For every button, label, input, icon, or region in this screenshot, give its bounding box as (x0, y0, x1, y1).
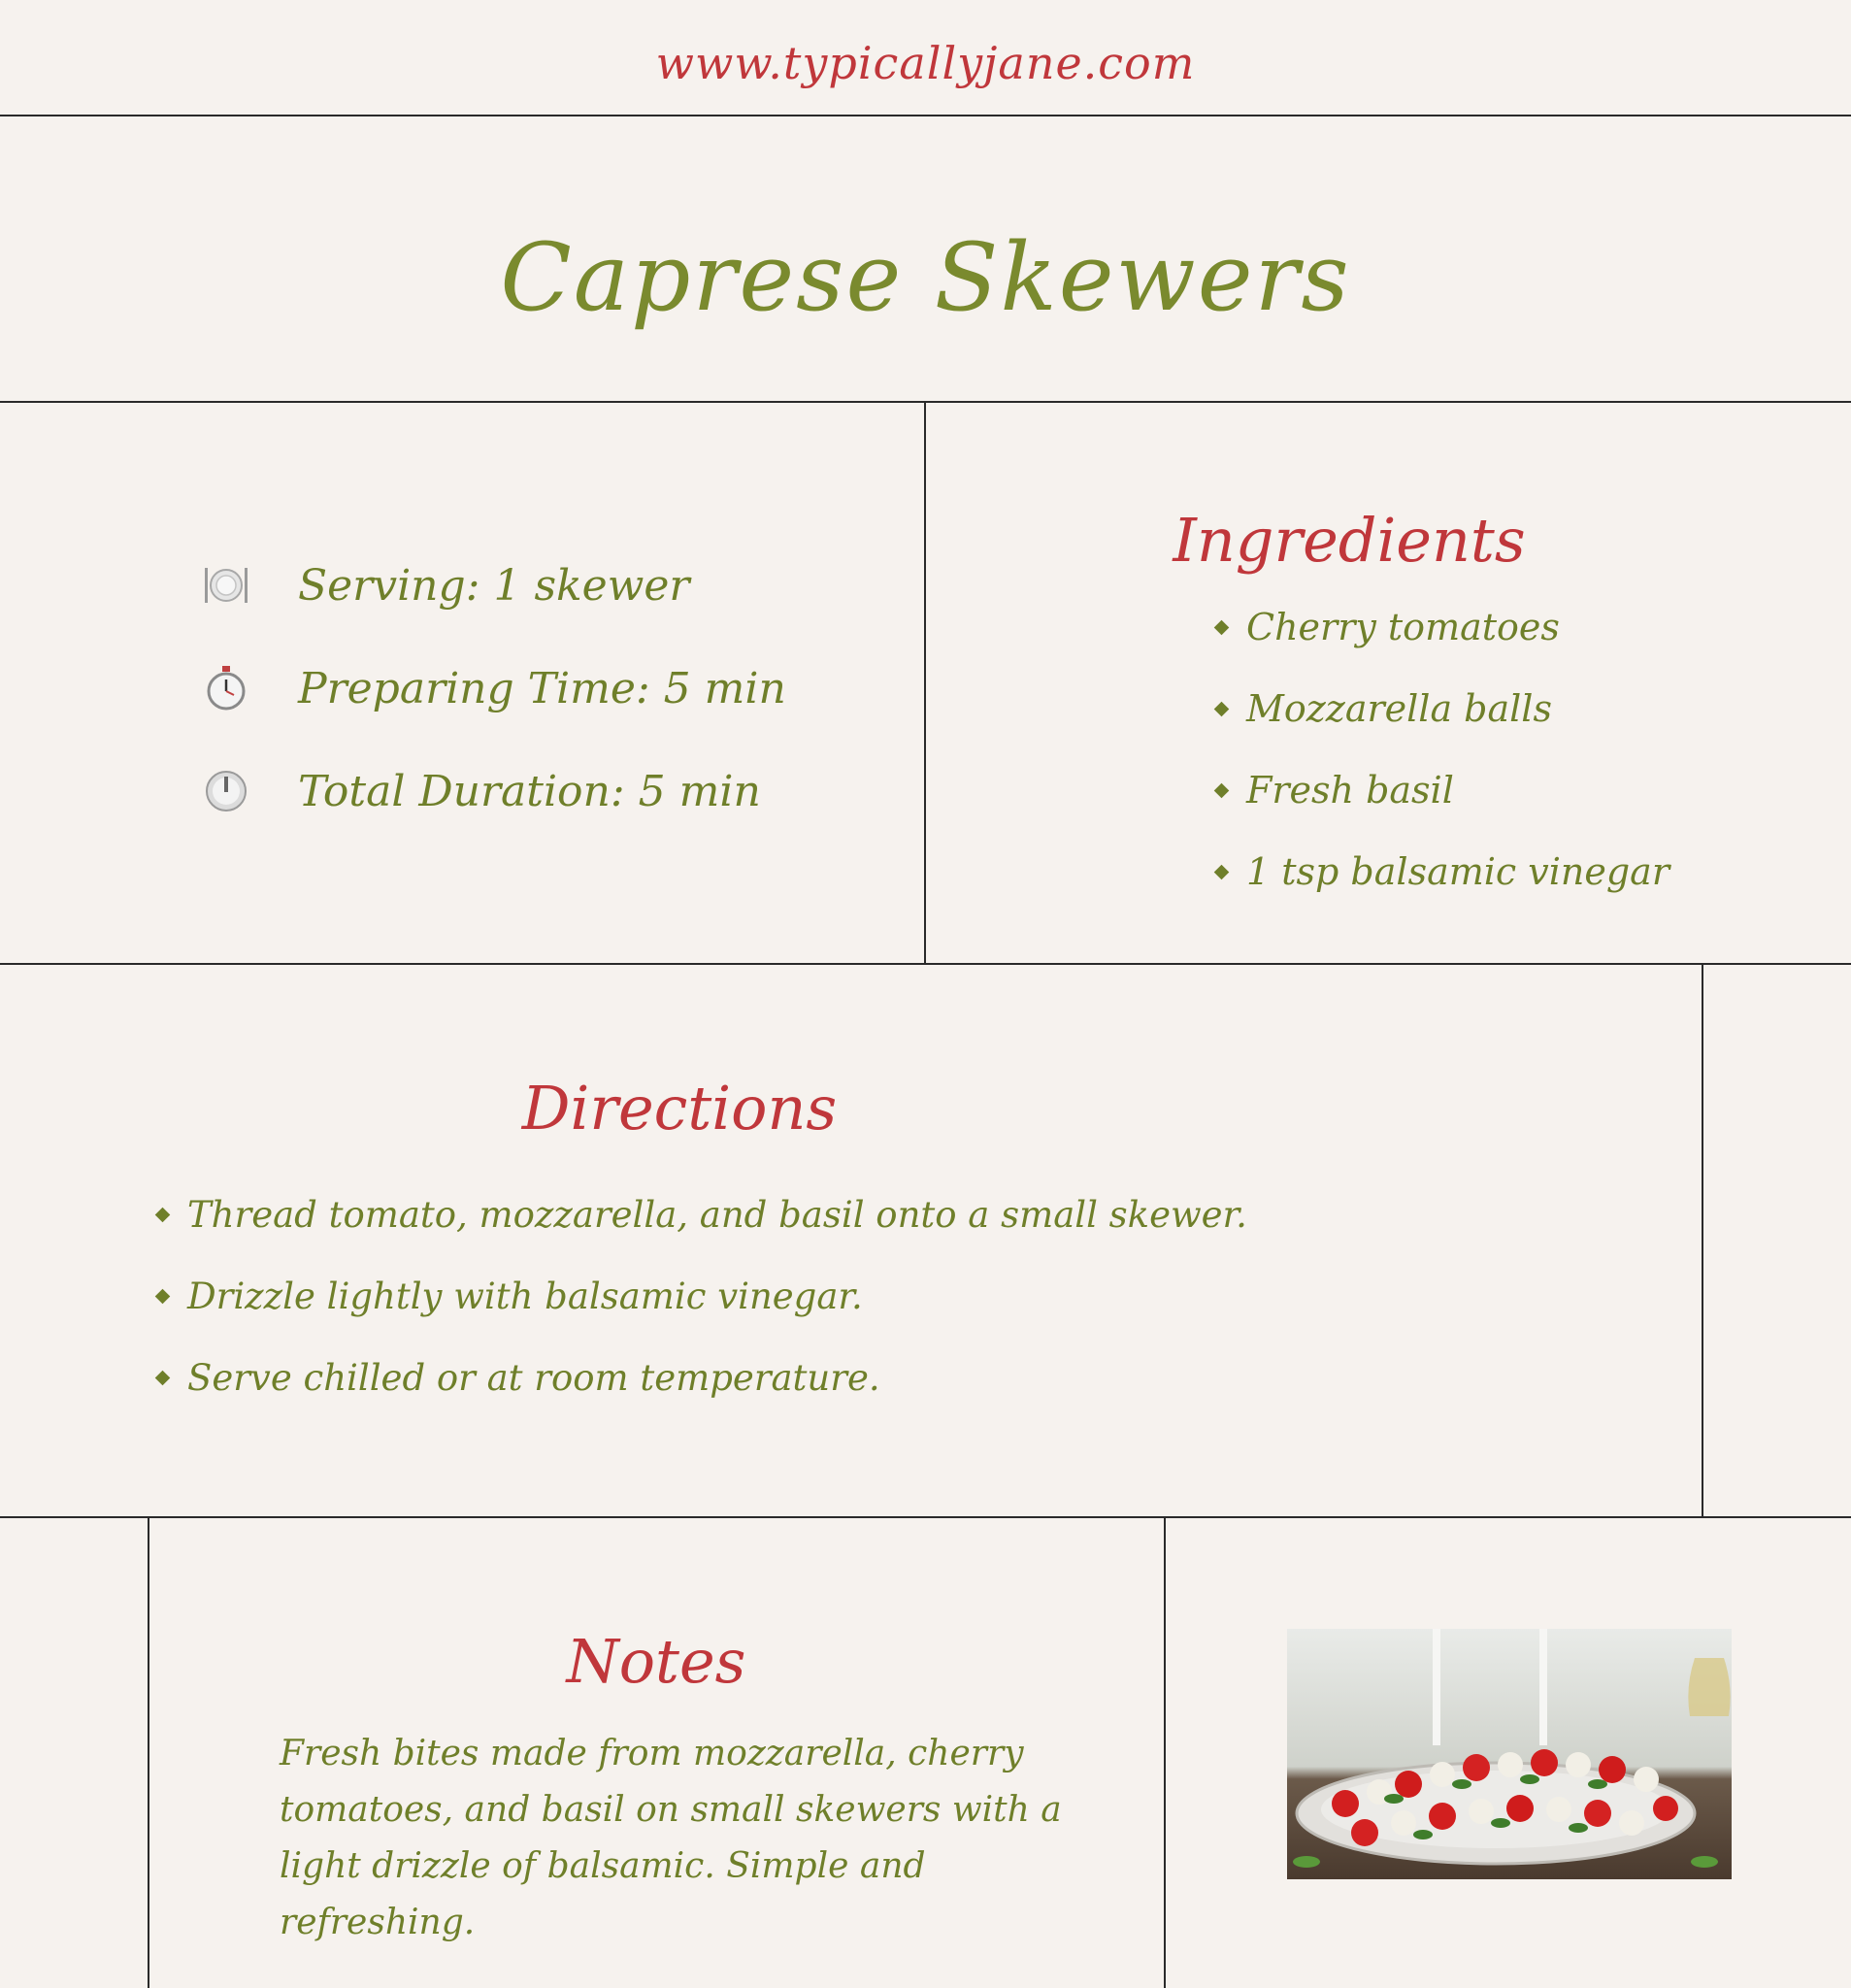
site-url[interactable]: www.typicallyjane.com (655, 37, 1196, 89)
stopwatch-icon (199, 661, 253, 715)
directions-heading: Directions (521, 1073, 838, 1143)
directions-list (157, 1174, 1247, 1418)
bullet-icon (1214, 782, 1230, 798)
notes-heading: Notes (566, 1626, 746, 1697)
divider-directions-vertical (1702, 963, 1703, 1517)
ingredients-heading: Ingredients (1173, 505, 1526, 576)
bullet-icon (1214, 619, 1230, 635)
bullet-icon (1214, 864, 1230, 879)
meta-prep-time-label: Preparing Time: 5 min (298, 663, 786, 713)
list-item: Cherry tomatoes (1216, 586, 1669, 668)
divider-notes-left (148, 1516, 149, 1988)
meta-serving-label: Serving: 1 skewer (298, 560, 690, 611)
bullet-icon (1214, 701, 1230, 716)
divider-notes-right (1164, 1516, 1166, 1988)
list-item: 1 tsp balsamic vinegar (1216, 831, 1669, 912)
divider-info-vertical (924, 401, 926, 964)
bullet-icon (155, 1288, 171, 1304)
divider-header (0, 115, 1851, 116)
meta-serving (199, 534, 786, 637)
recipe-meta (199, 534, 786, 843)
ingredients-list (1216, 586, 1669, 912)
list-item: Mozzarella balls (1216, 668, 1669, 749)
divider-directions (0, 1516, 1851, 1518)
notes-text: Fresh bites made from mozzarella, cherry tomatoes, and basil on small skewers with a light drizzle of balsamic. Simple and refreshing. (280, 1734, 1062, 1942)
meta-prep-time (199, 637, 786, 740)
recipe-title: Caprese Skewers (500, 223, 1351, 332)
meta-total-duration (199, 740, 786, 843)
timer-icon (199, 764, 253, 818)
list-item: Thread tomato, mozzarella, and basil onto a small skewer. (157, 1174, 1247, 1255)
list-item: Fresh basil (1216, 749, 1669, 831)
plate-utensils-icon (199, 558, 253, 613)
bullet-icon (155, 1207, 171, 1222)
list-item: Drizzle lightly with balsamic vinegar. (157, 1255, 1247, 1337)
meta-total-duration-label: Total Duration: 5 min (298, 766, 761, 816)
bullet-icon (155, 1370, 171, 1385)
recipe-photo (1287, 1629, 1732, 1879)
list-item: Serve chilled or at room temperature. (157, 1337, 1247, 1418)
